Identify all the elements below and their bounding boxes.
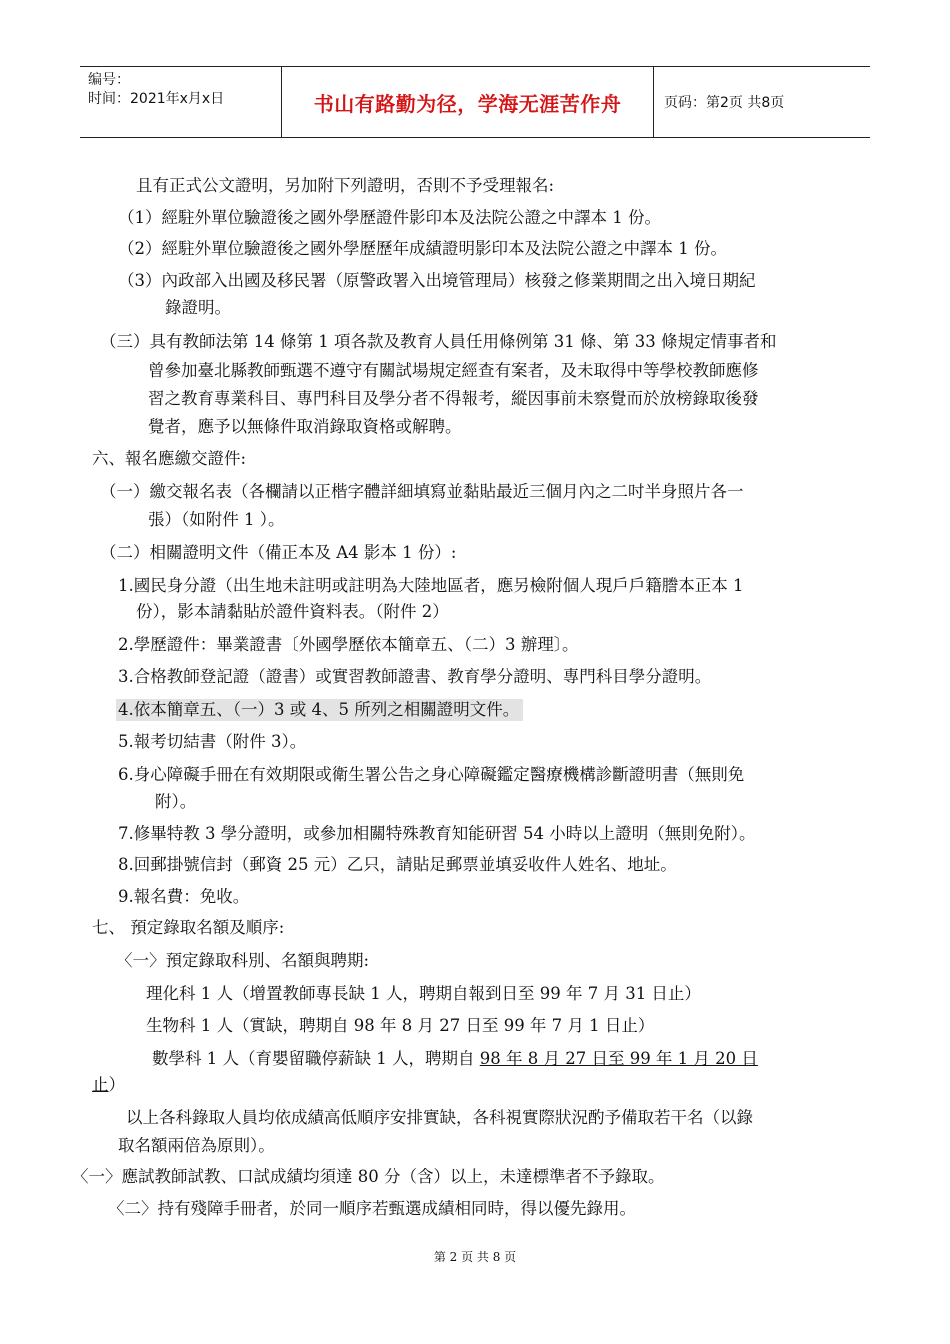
list-item: 8.回郵掛號信封（郵資 25 元）乙只，請貼足郵票並填妥收件人姓名、地址。 [118, 855, 677, 874]
list-item: 9.報名費：免收。 [118, 887, 250, 906]
highlighted-list-item: 4.依本簡章五、（一）3 或 4、5 所列之相關證明文件。 [116, 699, 523, 721]
list-item: 6.身心障礙手冊在有效期限或衛生署公告之身心障礙鑑定醫療機構診斷證明書（無則免 [118, 765, 745, 784]
text-line: 以上各科錄取人員均依成績高低順序安排實缺，各科視實際狀況酌予備取若干名（以錄 [126, 1108, 753, 1127]
quota-line-continued [92, 1074, 125, 1096]
list-item: 7.修畢特教 3 學分證明，或參加相關特殊教育知能研習 54 小時以上證明（無則免附）。 [118, 824, 756, 843]
underlined-period: 98 年 8 月 27 日至 99 年 1 月 20 日 [479, 1049, 758, 1068]
text-line: 〈一〉應試教師試教、口試成績均須達 80 分（含）以上，未達標準者不予錄取。 [72, 1167, 665, 1186]
header-motto: 书山有路勤为径，学海无涯苦作舟 [282, 67, 654, 137]
header-page-label: 页码：第2页 共8页 [664, 95, 785, 111]
section-heading: 七、 預定錄取名額及順序: [92, 918, 285, 937]
quota-line [152, 1048, 758, 1070]
page-footer: 第 2 页 共 8 页 [433, 1250, 517, 1264]
quota-line: 理化科 1 人（增置教師專長缺 1 人，聘期自報到日至 99 年 7 月 31 日止） [146, 984, 701, 1003]
text-line: 習之教育專業科目、專門科目及學分者不得報考，縱因事前未察覺而於放榜錄取後發 [148, 389, 759, 408]
list-item: 2.學歷證件：畢業證書〔外國學歷依本簡章五、（二）3 辦理〕。 [118, 635, 579, 654]
text-line: 錄證明。 [165, 298, 231, 317]
list-item: 附）。 [155, 792, 197, 811]
text-line: 覺者，應予以無條件取消錄取資格或解聘。 [148, 417, 462, 436]
underlined-period: 止 [92, 1075, 109, 1094]
text-line: 取名額兩倍為原則）。 [118, 1136, 275, 1155]
page-header [80, 66, 870, 138]
doc-time-label: 时间：2021年x月x日 [88, 91, 225, 107]
text-line: （1）經駐外單位驗證後之國外學歷證件影印本及法院公證之中譯本 1 份。 [118, 208, 661, 227]
text-line: 且有正式公文證明，另加附下列證明，否則不予受理報名: [136, 176, 555, 195]
list-item: 1.國民身分證（出生地未註明或註明為大陸地區者，應另檢附個人現戶戶籍謄本正本 1 [118, 576, 744, 595]
text-line: 〈一〉預定錄取科別、名額與聘期: [116, 951, 370, 970]
text-line: （一）繳交報名表（各欄請以正楷字體詳細填寫並黏貼最近三個月內之二吋半身照片各一 [100, 482, 744, 501]
text-line: 〈二〉持有殘障手冊者，於同一順序若甄選成績相同時，得以優先錄用。 [108, 1199, 636, 1218]
quota-line: 生物科 1 人（實缺，聘期自 98 年 8 月 27 日至 99 年 7 月 1 日止） [146, 1016, 655, 1035]
text-line: （2）經駐外單位驗證後之國外學歷歷年成績證明影印本及法院公證之中譯本 1 份。 [118, 239, 727, 258]
doc-number-label: 编号： [88, 72, 130, 88]
quota-text: 數學科 1 人（育嬰留職停薪缺 1 人，聘期自 [152, 1049, 480, 1068]
text-line: （3）內政部入出國及移民署（原警政署入出境管理局）核發之修業期間之出入境日期紀 [118, 271, 756, 290]
quota-text: ） [108, 1075, 125, 1094]
text-line: 曾參加臺北縣教師甄選不遵守有關試場規定經查有案者，及未取得中等學校教師應修 [148, 361, 759, 380]
text-line: （三）具有教師法第 14 條第 1 項各款及教育人員任用條例第 31 條、第 33 條規定情事者和 [100, 332, 777, 351]
list-item: 3.合格教師登記證（證書）或實習教師證書、教育學分證明、專門科目學分證明。 [118, 667, 712, 686]
header-meta [80, 67, 282, 137]
section-heading: 六、報名應繳交證件: [92, 449, 247, 468]
text-line: （二）相關證明文件（備正本及 A4 影本 1 份）: [100, 543, 457, 562]
list-item: 5.報考切結書（附件 3）。 [118, 732, 307, 751]
text-line: 張）（如附件 1 ）。 [148, 510, 285, 529]
list-item: 份），影本請黏貼於證件資料表。（附件 2） [136, 602, 449, 621]
